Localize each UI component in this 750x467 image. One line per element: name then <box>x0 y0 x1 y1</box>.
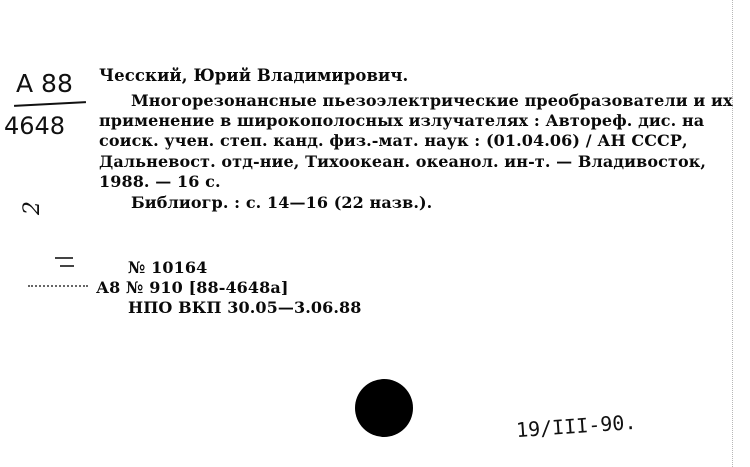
card-number: № 10164 <box>128 258 208 277</box>
handwritten-copies-mark: 2 <box>20 201 45 215</box>
organization-line: НПО ВКП 30.05—3.06.88 <box>128 298 362 317</box>
scan-edge-noise <box>732 0 743 467</box>
body-line: 1988. — 16 с. <box>99 172 221 191</box>
handwritten-inventory-number: 4648 <box>4 112 66 140</box>
bibliography-note: Библиогр. : с. 14—16 (22 назв.). <box>131 193 433 212</box>
shelf-code-underline <box>14 101 86 107</box>
body-line: Многорезонансные пьезоэлектрические преобразователи и их <box>131 91 733 110</box>
scan-dots <box>28 285 88 287</box>
handwritten-shelf-code: А 88 <box>16 69 73 98</box>
scan-speck <box>55 257 73 259</box>
author-heading: Чесский, Юрий Владимирович. <box>99 66 409 85</box>
punch-hole <box>355 379 413 437</box>
scan-speck <box>60 265 74 267</box>
reference-line: А8 № 910 [88-4648а] <box>96 278 289 297</box>
handwritten-date-stamp: 19/III-90. <box>515 409 638 443</box>
body-line: соиск. учен. степ. канд. физ.-мат. наук : (01.04.06) / АН СССР, <box>99 131 688 150</box>
body-line: применение в широкополосных излучателях : Автореф. дис. на <box>99 111 705 130</box>
body-line: Дальневост. отд-ние, Тихоокеан. океанол. ин-т. — Владивосток, <box>99 152 707 171</box>
